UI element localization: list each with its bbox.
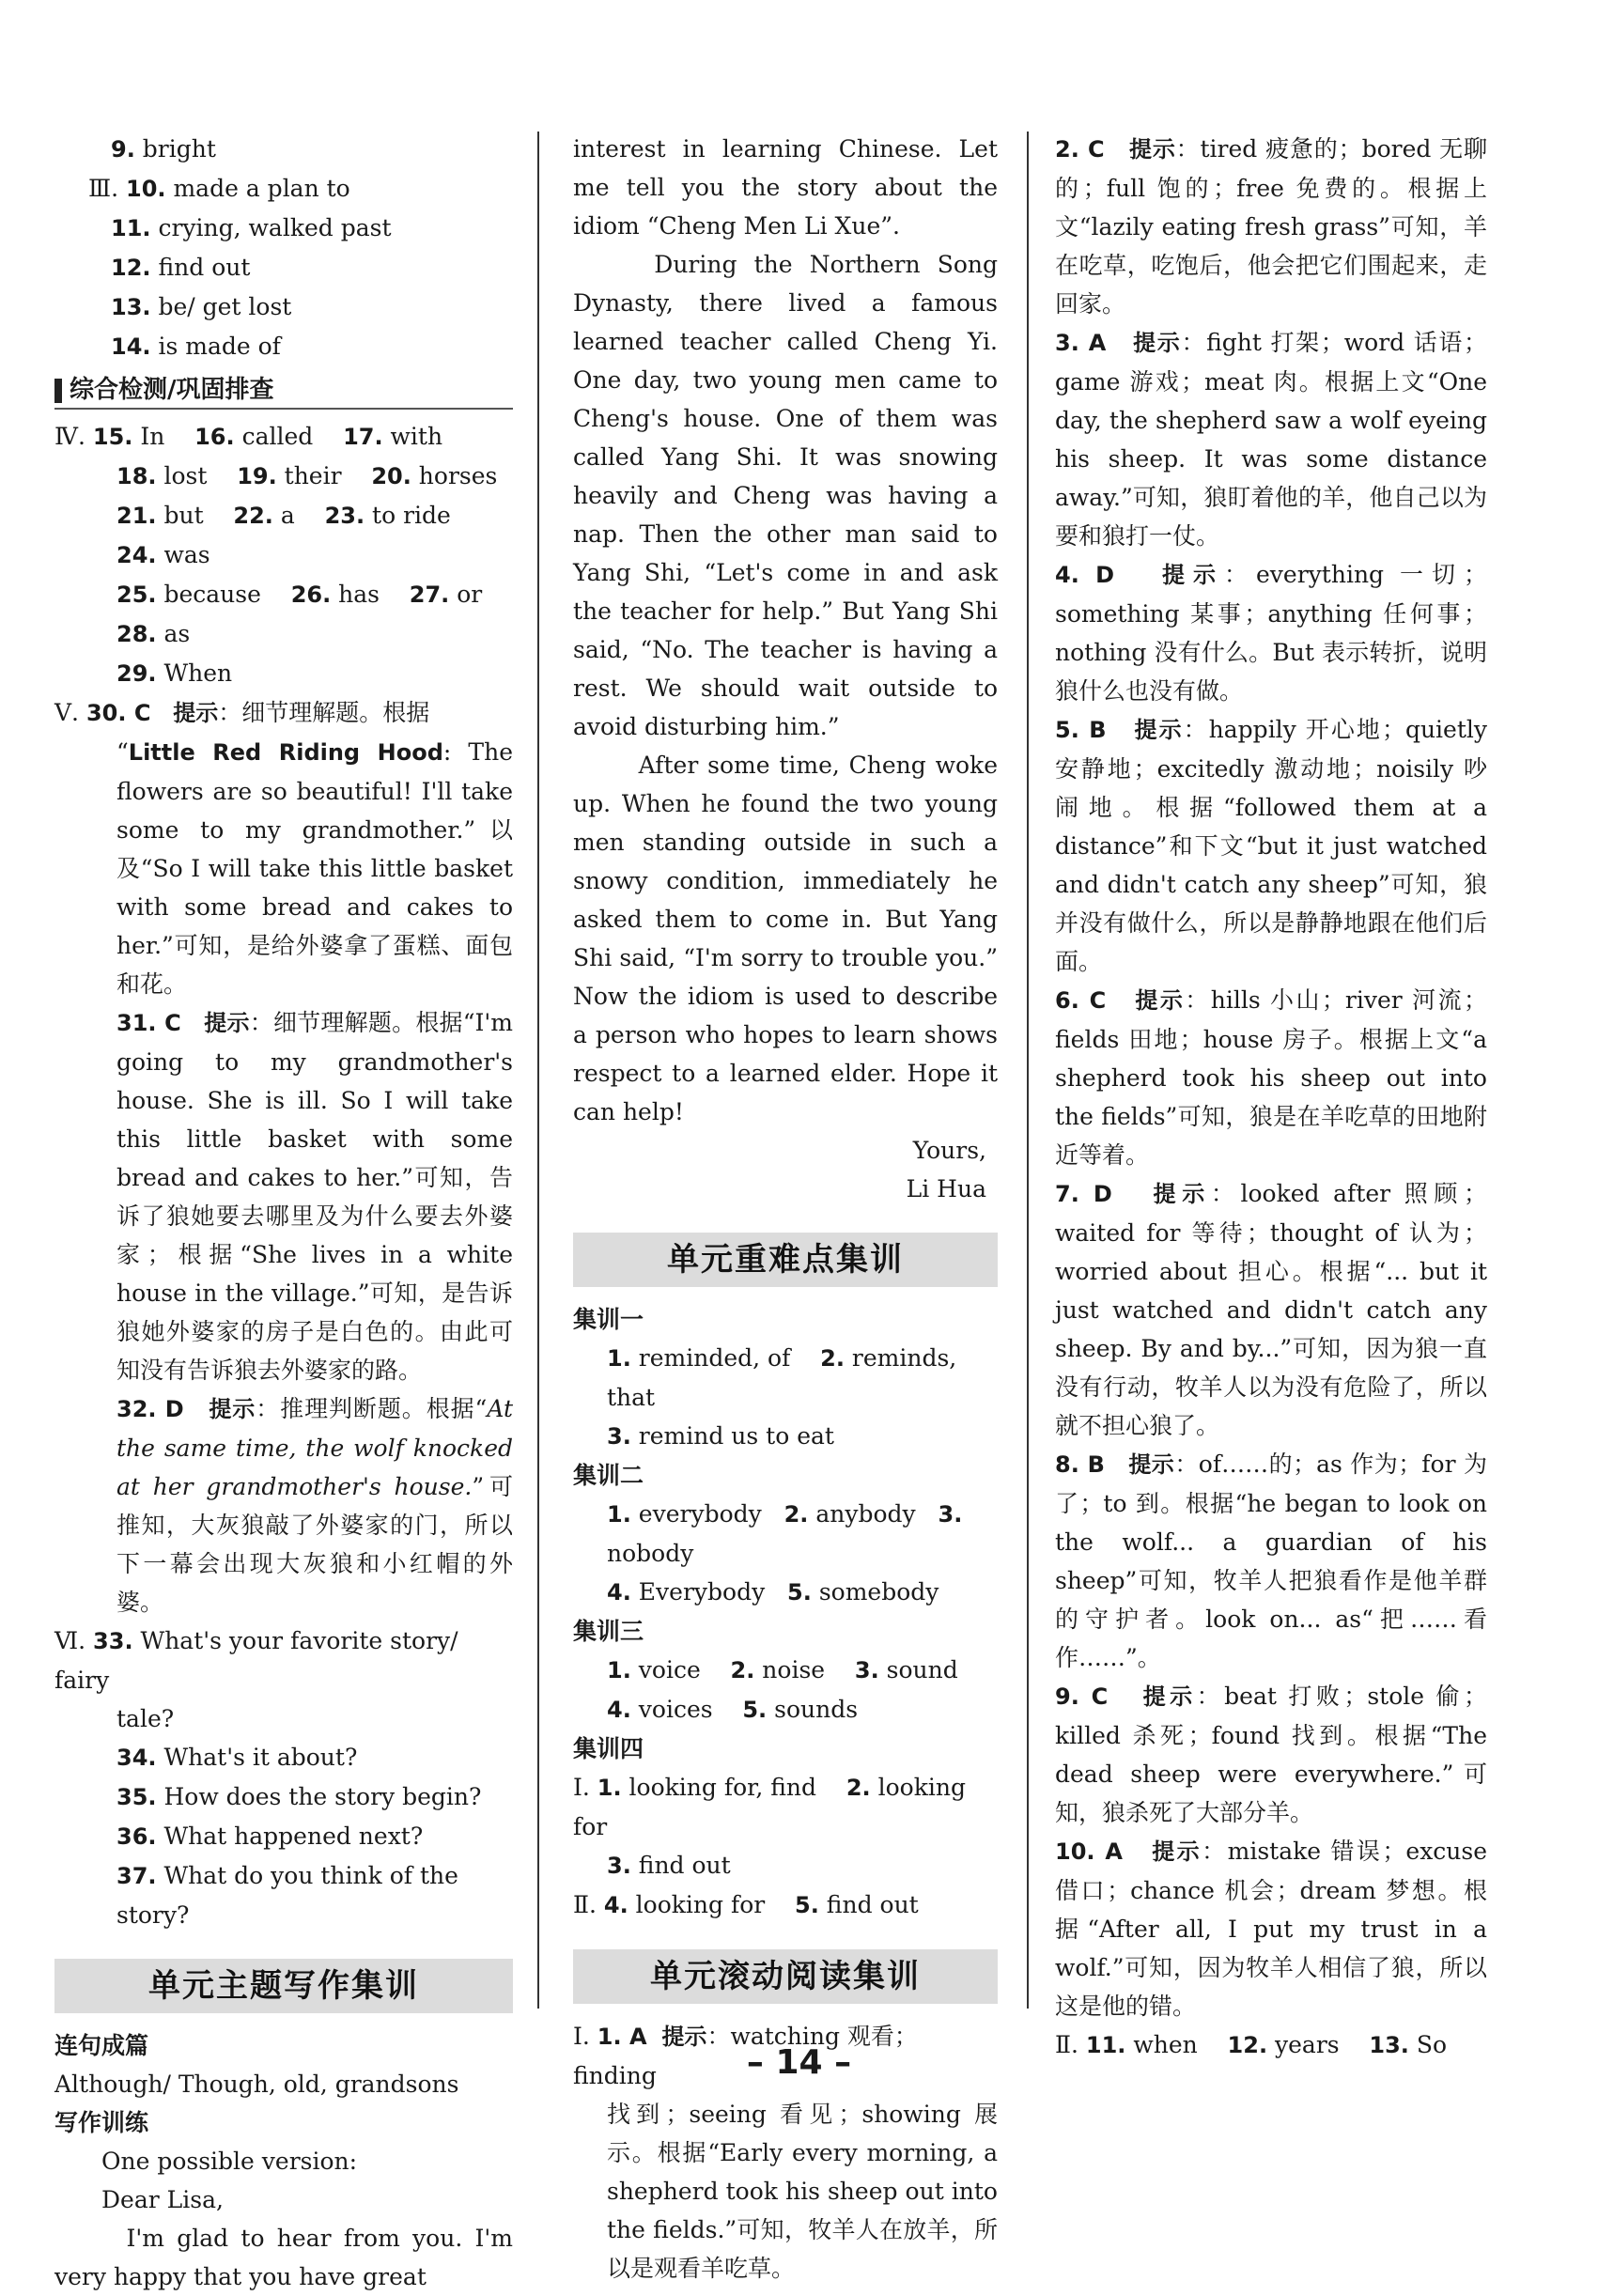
answer-line: 9. bright [111, 135, 216, 163]
answer-line: 1. reminded, of 2. reminds, that [607, 1344, 957, 1411]
answer-line: 8. B 提示：of……的；as 作为；for 为了；to 到。根据“he began to look on the wolf... a guardian of his sheep”可知，牧羊人把狼看作是他羊群的守护者。look on... as“把……看作……”。 [1055, 1451, 1487, 1671]
answer-line: 7. D 提示：looked after 照顾；waited for 等待；thought of 认为；worried about 担心。根据“... but it just watched and didn't catch any sheep. By and by...”可知，因为狼一直没有行动，牧羊人以为没有危险了，所以就不担心狼了。 [1055, 1180, 1488, 1439]
answer-line: After some time, Cheng woke up. When he found the two young men standing outside in such a snowy condition, immediately he asked them to come in. But Yang Shi said, “I'm sorry to trouble you.” Now the idiom is used to describe a person who hopes to learn shows respect to a learned elder. Hope it can help! [573, 752, 998, 1125]
column-divider-right [1027, 132, 1029, 2009]
section-heading: 连句成篇 [54, 2032, 149, 2059]
answer-line: Ⅵ. 33. What's your favorite story/ fairy [54, 1627, 458, 1694]
answer-line: 14. is made of [111, 333, 281, 360]
answer-line: 找到；seeing 看见；showing 展示。根据“Early every morning, a shepherd took his sheep out into the fields.”可知，牧羊人在放羊，所以是观看羊吃草。 [607, 2101, 998, 2282]
answer-line: 1. voice 2. noise 3. sound [607, 1656, 958, 1683]
answer-line: Yours, [912, 1137, 986, 1164]
answer-line: During the Northern Song Dynasty, there lived a famous learned teacher called Cheng Yi. One day, two young men came to Cheng's house. One of them was called Yang Shi. It was snowing heavily and Cheng was having a nap. Then the other man said to Yang Shi, “Let's come in and ask the teacher for help.” But Yang Shi said, “No. The teacher is having a rest. We should wait outside to avoid disturbing him.” [573, 251, 998, 740]
answer-line: 12. find out [111, 254, 251, 281]
answer-line: interest in learning Chinese. Let me tell you the story about the idiom “Cheng Men Li Xue”. [573, 135, 998, 240]
answer-line: 25. because 26. has 27. or 28. as [116, 581, 505, 647]
page-number: – 14 – [746, 2043, 852, 2082]
answer-line: 35. How does the story begin? [116, 1783, 482, 1810]
column-right [1055, 130, 1487, 2065]
answer-line: Ⅱ. 11. when 12. years 13. So [1055, 2031, 1448, 2058]
answer-line: 3. find out [607, 1852, 731, 1879]
section-banner: 单元主题写作集训 [54, 1959, 513, 2013]
answer-line: Dear Lisa, [101, 2186, 224, 2213]
answer-line: 5. B 提示：happily 开心地；quietly 安静地；excitedly 激动地；noisily 吵闹地。根据“followed them at a distance”和下文“but it just watched and didn't catch any sheep”可知，狼并没有做什么，所以是静静地跟在他们后面。 [1055, 716, 1488, 975]
answer-line: 9. C 提示：beat 打败；stole 偷；killed 杀死；found 找到。根据“The dead sheep were everywhere.”可知，狼杀死了大部分羊。 [1055, 1683, 1487, 1826]
answer-line: 34. What's it about? [116, 1744, 358, 1771]
answer-line: 3. remind us to eat [607, 1422, 834, 1450]
answer-line: Ⅱ. 4. looking for 5. find out [573, 1891, 919, 1918]
section-heading: 集训四 [573, 1735, 644, 1762]
answer-line: 36. What happened next? [116, 1823, 424, 1850]
answer-line: 31. C 提示：细节理解题。根据“I'm going to my grandmother's house. She is ill. So I will take this little basket with some bread and cakes to her.”可知，告诉了狼她要去哪里及为什么要去外婆家；根据“She lives in a white house in the village.”可知，是告诉狼她外婆家的房子是白色的。由此可知没有告诉狼去外婆家的路。 [116, 1009, 514, 1384]
answer-line: 4. Everybody 5. somebody [607, 1578, 939, 1606]
answer-line: 29. When [116, 659, 233, 687]
answer-line: 18. lost 19. their 20. horses [116, 462, 498, 489]
answer-line: “Little Red Riding Hood: The flowers are so beautiful! I'll take some to my grandmother.”以及“So I will take this little basket with some bread and cakes to her.”可知，是给外婆拿了蛋糕、面包和花。 [116, 738, 513, 998]
answer-line: One possible version: [101, 2148, 358, 2175]
answer-line: Ⅰ. 1. looking for, find 2. looking for [573, 1774, 966, 1840]
section-heading: 集训二 [573, 1462, 644, 1489]
answer-line: Ⅳ. 15. In 16. called 17. with [54, 423, 443, 450]
answer-line: 1. everybody 2. anybody 3. nobody [607, 1500, 963, 1567]
answer-line: 4. D 提示：everything 一切；something 某事；anything 任何事；nothing 没有什么。But 表示转折，说明狼什么也没有做。 [1055, 561, 1488, 705]
answer-line: 6. C 提示：hills 小山；river 河流；fields 田地；house 房子。根据上文“a shepherd took his sheep out into the fields”可知，狼是在羊吃草的田地附近等着。 [1055, 986, 1488, 1169]
column-left [54, 130, 513, 2296]
section-banner: 单元重难点集训 [573, 1233, 998, 1287]
answer-line: 32. D 提示：推理判断题。根据“At the same time, the wolf knocked at her grandmother's house.”可推知，大灰狼敲了外婆家的门，所以下一幕会出现大灰狼和小红帽的外婆。 [116, 1395, 514, 1616]
answer-line: Li Hua [906, 1175, 986, 1202]
answer-line: 3. A 提示：fight 打架；word 话语；game 游戏；meat 肉。根据上文“One day, the shepherd saw a wolf eyeing his sheep. It was some distance away.”可知，狼盯着他的羊，他自己以为要和狼打一仗。 [1055, 329, 1488, 550]
section-heading: 综合检测/巩固排查 [54, 372, 513, 410]
answer-line: Ⅴ. 30. C 提示：细节理解题。根据 [54, 699, 430, 726]
column-divider-left [537, 132, 539, 2009]
answer-line: tale? [116, 1705, 175, 1732]
answer-line: 13. be/ get lost [111, 293, 292, 320]
answer-line: 4. voices 5. sounds [607, 1696, 859, 1723]
answer-line: Ⅲ. 10. made a plan to [88, 175, 350, 202]
section-banner: 单元滚动阅读集训 [573, 1949, 998, 2004]
section-heading: 集训一 [573, 1306, 644, 1333]
answer-line: 10. A 提示：mistake 错误；excuse 借口；chance 机会；dream 梦想。根据“After all, I put my trust in a wolf.”可知，因为牧羊人相信了狼，所以这是他的错。 [1055, 1838, 1488, 2020]
answer-line: 21. but 22. a 23. to ride 24. was [116, 502, 473, 568]
answer-line: Although/ Though, old, grandsons [54, 2071, 459, 2098]
column-middle [573, 130, 998, 2288]
answer-line: I'm glad to hear from you. I'm very happy that you have great [54, 2225, 513, 2290]
answer-line: Ⅰ. 1. A 提示：watching 观看；finding [573, 2023, 918, 2089]
answer-line: 11. crying, walked past [111, 214, 392, 241]
answer-line: 2. C 提示：tired 疲惫的；bored 无聊的；full 饱的；free 免费的。根据上文“lazily eating fresh grass”可知，羊在吃草，吃饱后，他会把它们围起来，走回家。 [1055, 135, 1487, 318]
section-heading: 集训三 [573, 1618, 644, 1645]
section-heading: 写作训练 [54, 2109, 149, 2136]
answer-line: 37. What do you think of the story? [116, 1862, 458, 1929]
